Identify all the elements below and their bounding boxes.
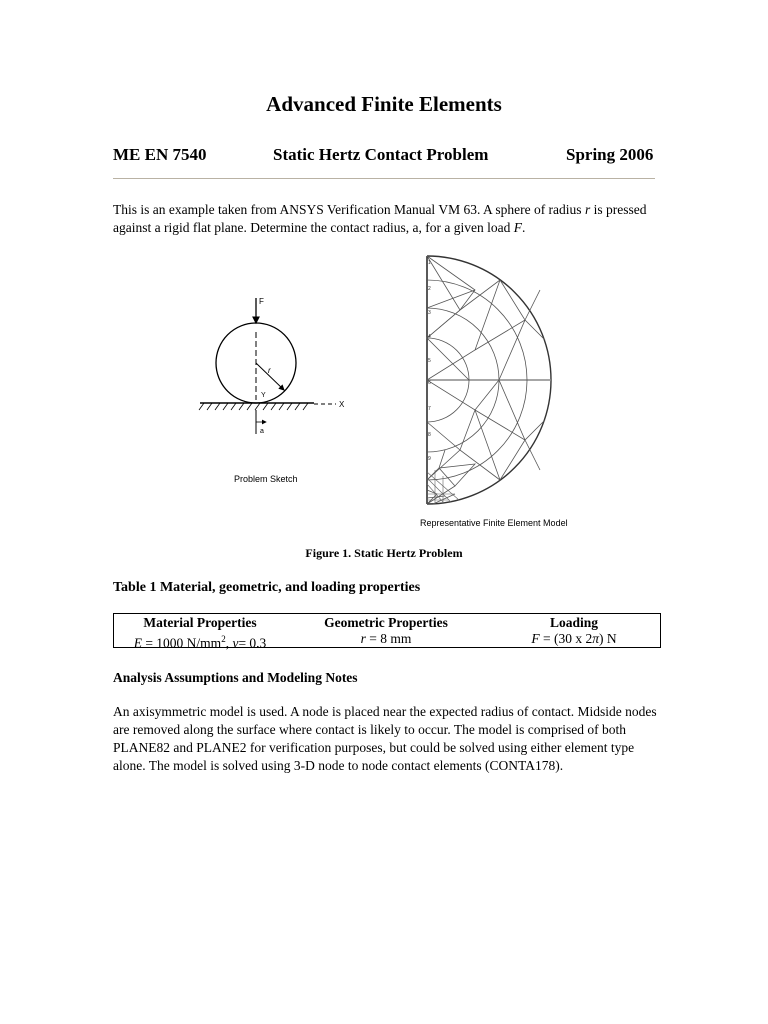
table-caption: Table 1 Material, geometric, and loading properties bbox=[113, 580, 421, 595]
a-label: a bbox=[260, 428, 264, 435]
material-header: Material Properties bbox=[143, 615, 257, 630]
mesh-caption: Representative Finite Element Model bbox=[420, 518, 568, 528]
loading-header: Loading bbox=[549, 615, 599, 630]
figure-caption: Figure 1. Static Hertz Problem bbox=[305, 546, 463, 560]
svg-text:4: 4 bbox=[428, 334, 431, 340]
problem-title: Static Hertz Contact Problem bbox=[273, 145, 489, 164]
svg-text:6: 6 bbox=[428, 380, 431, 386]
svg-text:5: 5 bbox=[428, 358, 431, 364]
properties-table bbox=[113, 613, 661, 651]
sketch-caption: Problem Sketch bbox=[234, 474, 298, 484]
intro-paragraph: This is an example taken from ANSYS Verification Manual VM 63. A sphere of radius r is pressed against a rigid flat plane. Determine the contact radius, a, for a given load F. bbox=[113, 202, 647, 235]
svg-text:2: 2 bbox=[428, 286, 431, 292]
header-divider bbox=[113, 178, 655, 179]
radius-label: r bbox=[268, 366, 271, 375]
loading-column bbox=[486, 615, 662, 647]
notes-paragraph: An axisymmetric model is used. A node is placed near the expected radius of contact. Midside nodes are removed along the surface where contact is likely to occur. The model is comprised of both PLANE82 and PLANE2 for verification purposes, but could be solved using either element type alone. The model is solved using 3-D node to node contact elements (CONTA178). bbox=[113, 704, 657, 773]
force-label: F bbox=[259, 297, 264, 306]
semester: Spring 2006 bbox=[566, 145, 654, 164]
page-title: Advanced Finite Elements bbox=[266, 92, 502, 116]
svg-text:1: 1 bbox=[428, 260, 431, 266]
svg-text:8: 8 bbox=[428, 432, 431, 438]
geometric-header: Geometric Properties bbox=[324, 615, 448, 630]
notes-heading: Analysis Assumptions and Modeling Notes bbox=[113, 670, 358, 685]
y-label: Y bbox=[261, 392, 266, 399]
svg-text:7: 7 bbox=[428, 406, 431, 412]
svg-text:3: 3 bbox=[428, 310, 431, 316]
problem-sketch bbox=[196, 292, 356, 492]
course-number: ME EN 7540 bbox=[113, 145, 207, 164]
material-column bbox=[114, 615, 286, 652]
geometric-values: r = 8 mm bbox=[360, 631, 412, 646]
fe-mesh bbox=[415, 250, 590, 535]
material-values: E = 1000 $N/mm^2$, ν= 0.3 bbox=[133, 634, 267, 651]
ground-hatching bbox=[199, 403, 308, 410]
loading-values: F = (30 x 2π) N bbox=[531, 631, 617, 646]
node-markers bbox=[428, 260, 431, 462]
svg-text:9: 9 bbox=[428, 456, 431, 462]
x-label: X bbox=[339, 400, 345, 409]
geometric-column bbox=[286, 615, 486, 647]
